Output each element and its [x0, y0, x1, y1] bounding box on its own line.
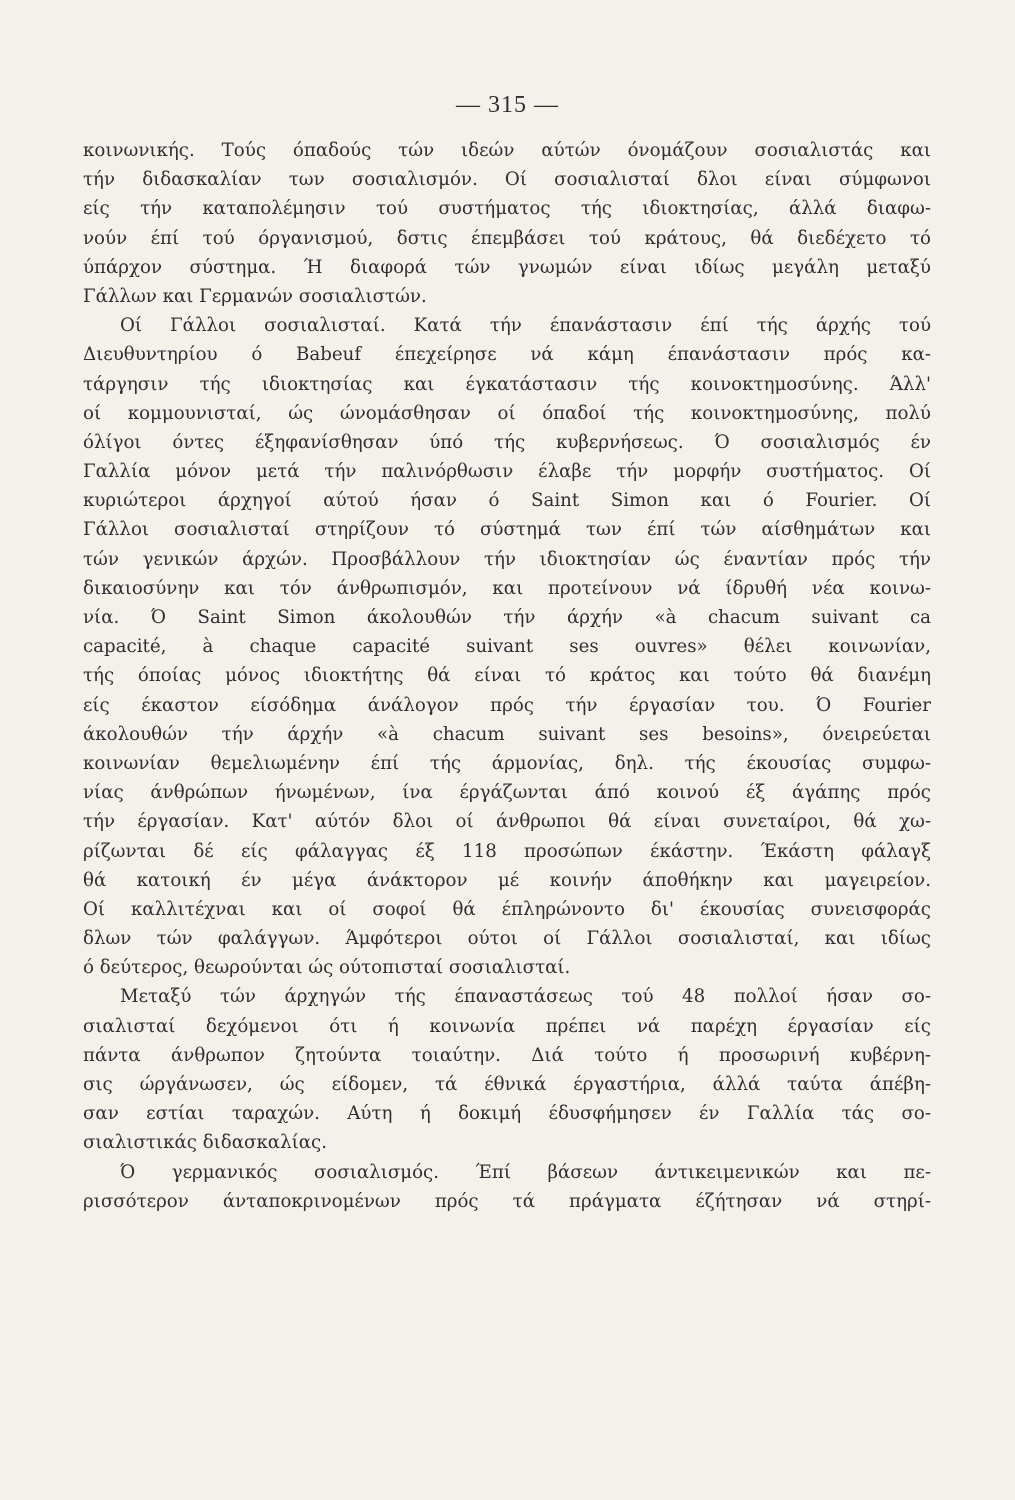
text-line: σιαλισταί δεχόμενοι ότι ή κοινωνία πρέπει νά παρέχη έργασίαν είς: [83, 1015, 931, 1037]
text-line: νίας άνθρώπων ήνωμένων, ίνα έργάζωνται άπό κοινού έξ άγάπης πρός: [83, 782, 931, 804]
text-line: τάργησιν τής ιδιοκτησίας και έγκατάστασιν τής κοινοκτημοσύνης. Άλλ': [83, 373, 931, 395]
text-line: σιαλιστικάς διδασκαλίας.: [83, 1132, 327, 1154]
text-line: τών γενικών άρχών. Προσβάλλουν τήν ιδιοκτησίαν ώς έναντίαν πρός τήν: [83, 548, 931, 570]
text-line: κοινωνίαν θεμελιωμένην έπί τής άρμονίας, δηλ. τής έκουσίας συμφω-: [83, 752, 931, 774]
page-number: — 315 —: [456, 92, 559, 118]
text-line: οί κομμουνισταί, ώς ώνομάσθησαν οί όπαδοί τής κοινοκτημοσύνης, πολύ: [83, 402, 931, 424]
text-line: ό δεύτερος, θεωρούνται ώς ούτοπισταί σοσιαλισταί.: [83, 957, 571, 979]
text-line: νούν έπί τού όργανισμού, δστις έπεμβάσει τού κράτους, θά διεδέχετο τό: [83, 227, 931, 249]
text-line: σαν εστίαι ταραχών. Αύτη ή δοκιμή έδυσφήμησεν έν Γαλλία τάς σο-: [83, 1103, 931, 1125]
text-line: ρίζωνται δέ είς φάλαγγας έξ 118 προσώπων έκάστην. Έκάστη φάλαγξ: [83, 840, 931, 862]
text-line: δικαιοσύνην και τόν άνθρωπισμόν, και προτείνουν νά ίδρυθή νέα κοινω-: [83, 577, 931, 599]
text-line: σις ώργάνωσεν, ώς είδομεν, τά έθνικά έργαστήρια, άλλά ταύτα άπέβη-: [83, 1074, 931, 1095]
text-line: ύπάρχον σύστημα. Ή διαφορά τών γνωμών είναι ιδίως μεγάλη μεταξύ: [83, 256, 931, 278]
text-line: Μεταξύ τών άρχηγών τής έπαναστάσεως τού 48 πολλοί ήσαν σο-: [120, 986, 931, 1008]
text-line: Διευθυντηρίου ό Babeuf έπεχείρησε νά κάμη έπανάστασιν πρός κα-: [83, 344, 931, 366]
text-line: όλίγοι όντες έξηφανίσθησαν ύπό τής κυβερνήσεως. Ό σοσιαλισμός έν: [83, 431, 931, 453]
text-line: Γάλλων και Γερμανών σοσιαλιστών.: [83, 285, 427, 307]
section-heading-line: Ό γερμανικός σοσιαλισμός. Έπί βάσεων άντικειμενικών και πε-: [120, 1161, 931, 1183]
text-line: πάντα άνθρωπον ζητούντα τοιαύτην. Διά τούτο ή προσωρινή κυβέρνη-: [83, 1044, 931, 1066]
text-line: Γαλλία μόνον μετά τήν παλινόρθωσιν έλαβε τήν μορφήν συστήματος. Οί: [83, 461, 931, 483]
text-line: τήν διδασκαλίαν των σοσιαλισμόν. Οί σοσιαλισταί δλοι είναι σύμφωνοι: [83, 169, 931, 191]
text-line: κυριώτεροι άρχηγοί αύτού ήσαν ό Saint Simon και ό Fourier. Οί: [83, 490, 931, 512]
text-line: capacité, à chaque capacité suivant ses ouvres» θέλει κοινωνίαν,: [83, 636, 931, 658]
text-line: κοινωνικής. Τούς όπαδούς τών ιδεών αύτών όνομάζουν σοσιαλιστάς και: [83, 140, 931, 161]
text-line: δλων τών φαλάγγων. Άμφότεροι ούτοι οί Γάλλοι σοσιαλισταί, και ιδίως: [83, 928, 931, 950]
text-line: θά κατοική έν μέγα άνάκτορον μέ κοινήν άποθήκην και μαγειρείον.: [83, 869, 931, 891]
text-line: νία. Ό Saint Simon άκολουθών τήν άρχήν «à chacum suivant ca: [83, 607, 931, 628]
text-line: Γάλλοι σοσιαλισταί στηρίζουν τό σύστημά των έπί τών αίσθημάτων και: [83, 519, 931, 541]
text-line: τήν έργασίαν. Κατ' αύτόν δλοι οί άνθρωποι θά είναι συνεταίροι, θά χω-: [83, 811, 931, 833]
body-text: [83, 136, 931, 1216]
section-heading-line: Οί Γάλλοι σοσιαλισταί. Κατά τήν έπανάστασιν έπί τής άρχής τού: [120, 315, 931, 337]
text-line: τής όποίας μόνος ιδιοκτήτης θά είναι τό κράτος και τούτο θά διανέμη: [83, 665, 931, 687]
text-line: ρισσότερον άνταποκρινομένων πρός τά πράγματα έζήτησαν νά στηρί-: [83, 1190, 931, 1212]
text-line: είς έκαστον είσόδημα άνάλογον πρός τήν έργασίαν του. Ό Fourier: [83, 694, 931, 716]
text-line: είς τήν καταπολέμησιν τού συστήματος τής ιδιοκτησίας, άλλά διαφω-: [83, 198, 931, 220]
text-line: Οί καλλιτέχναι και οί σοφοί θά έπληρώνοντο δι' έκουσίας συνεισφοράς: [83, 898, 931, 920]
text-line: άκολουθών τήν άρχήν «à chacum suivant ses besoins», όνειρεύεται: [83, 723, 931, 745]
